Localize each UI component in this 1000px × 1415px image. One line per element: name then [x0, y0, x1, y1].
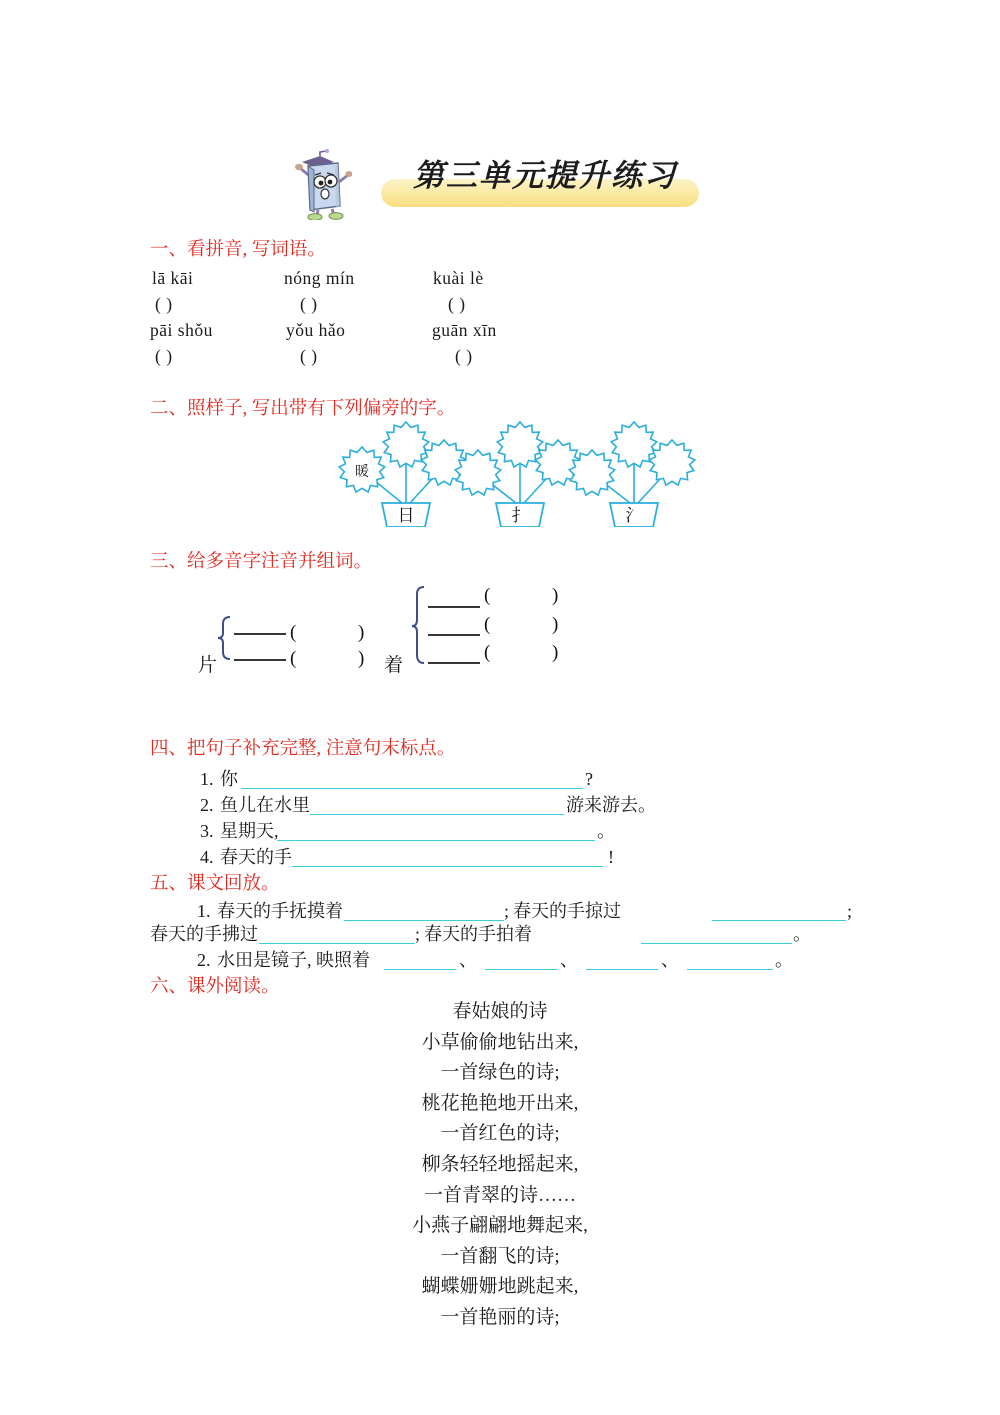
svg-text:扌: 扌	[511, 506, 529, 525]
sentence-4-number: 4.	[200, 847, 214, 867]
sentence-1-after: ?	[585, 769, 593, 789]
svg-text:着: 着	[384, 655, 404, 676]
sentence-4-before: 春天的手	[220, 847, 292, 867]
recall-1-seg1: 春天的手抚摸着	[217, 901, 343, 921]
polyphone-group-pian	[198, 617, 364, 676]
answer-box-2-1[interactable]: ( )	[155, 346, 173, 366]
svg-text:): )	[358, 648, 365, 669]
answer-box-1-3[interactable]: ( )	[448, 294, 466, 314]
sentence-3-after: 。	[597, 821, 615, 841]
section-1-heading: 一、看拼音, 写词语。	[150, 240, 326, 260]
recall-2-blank2[interactable]	[485, 969, 557, 970]
pinyin-1-1: lā kāi	[152, 268, 194, 288]
svg-text:(: (	[290, 648, 297, 669]
section-5-heading: 五、课文回放。	[150, 874, 280, 894]
sentence-3-number: 3.	[200, 821, 214, 841]
recall-2-sep3: 、	[661, 950, 679, 970]
svg-text:氵: 氵	[625, 506, 643, 525]
recall-1-end: 。	[793, 924, 811, 944]
svg-text:(: (	[484, 585, 491, 606]
svg-text:): )	[552, 585, 559, 606]
flower-pot-3	[569, 422, 695, 527]
poem-line: 一首红色的诗;	[440, 1123, 560, 1145]
sentence-2-before: 鱼儿在水里	[220, 795, 310, 815]
recall-1-blank3[interactable]	[259, 943, 415, 944]
answer-box-2-2[interactable]: ( )	[300, 346, 318, 366]
poem-line: 小燕子翩翩地舞起来,	[412, 1215, 588, 1237]
sentence-1-before: 你	[220, 769, 238, 789]
recall-1-sep3: ;	[415, 924, 421, 944]
polyphone-brace-diagram	[190, 575, 610, 690]
svg-text:暖: 暖	[355, 465, 369, 480]
reading-poem	[300, 997, 700, 1334]
recall-1-seg3: 春天的手拂过	[150, 924, 258, 944]
answer-box-1-2[interactable]: ( )	[300, 294, 318, 314]
recall-2-sep1: 、	[459, 950, 477, 970]
poem-line: 一首绿色的诗;	[440, 1062, 560, 1084]
sentence-4-after: !	[608, 847, 614, 867]
recall-2-blank4[interactable]	[687, 969, 773, 970]
poem-line: 一首艳丽的诗;	[440, 1306, 560, 1328]
recall-1-number: 1.	[197, 901, 211, 921]
recall-1-seg2: 春天的手掠过	[513, 901, 621, 921]
sentence-1-blank[interactable]	[241, 788, 583, 789]
recall-2-lead: 水田是镜子, 映照着	[217, 950, 370, 970]
poem-line: 一首青翠的诗……	[423, 1184, 576, 1206]
answer-box-1-1[interactable]: ( )	[155, 294, 173, 314]
page-title-block	[285, 143, 745, 223]
svg-text:(: (	[290, 622, 297, 643]
recall-2-blank3[interactable]	[586, 969, 658, 970]
recall-2-sep2: 、	[560, 950, 578, 970]
poem-title: 春姑娘的诗	[452, 1001, 548, 1022]
pinyin-1-2: nóng mín	[284, 268, 355, 288]
sentence-3-blank[interactable]	[277, 840, 595, 841]
pinyin-2-1: pāi shǒu	[150, 320, 213, 340]
svg-text:): )	[552, 642, 559, 663]
page-title: 第三单元提升练习	[413, 158, 677, 193]
flower-pot-2	[455, 422, 581, 527]
pinyin-1-3: kuài lè	[433, 268, 484, 288]
recall-2-end: 。	[775, 950, 793, 970]
svg-text:(: (	[484, 614, 491, 635]
sentence-2-after: 游来游去。	[566, 795, 656, 815]
sentence-1-number: 1.	[200, 769, 214, 789]
poem-line: 一首翻飞的诗;	[440, 1245, 560, 1267]
recall-1-sep2: ;	[847, 901, 853, 921]
svg-text:): )	[358, 622, 365, 643]
flower-pot-1	[339, 422, 467, 527]
section-6-heading: 六、课外阅读。	[150, 977, 280, 997]
section-4-heading: 四、把句子补充完整, 注意句末标点。	[150, 739, 456, 759]
poem-line: 柳条轻轻地摇起来,	[421, 1153, 579, 1175]
recall-1-blank2[interactable]	[712, 920, 846, 921]
pinyin-2-3: guān xīn	[432, 320, 497, 340]
section-2-heading: 二、照样子, 写出带有下列偏旁的字。	[150, 399, 456, 419]
sentence-4-blank[interactable]	[292, 866, 603, 867]
poem-line: 小草偷偷地钻出来,	[421, 1031, 579, 1053]
recall-2-blank1[interactable]	[384, 969, 456, 970]
sentence-2-number: 2.	[200, 795, 214, 815]
recall-1-blank4[interactable]	[641, 943, 792, 944]
poem-line: 桃花艳艳地开出来,	[421, 1092, 579, 1114]
svg-text:日: 日	[397, 506, 415, 525]
sentence-3-before: 星期天,	[220, 821, 279, 841]
recall-2-number: 2.	[197, 950, 211, 970]
answer-box-2-3[interactable]: ( )	[455, 346, 473, 366]
poem-line: 蝴蝶姗姗地跳起来,	[421, 1276, 579, 1298]
svg-text:片: 片	[198, 655, 218, 676]
pinyin-2-2: yǒu hǎo	[286, 320, 346, 340]
svg-text:(: (	[484, 642, 491, 663]
recall-1-sep1: ;	[504, 901, 510, 921]
svg-text:): )	[552, 614, 559, 635]
polyphone-group-zhe	[384, 585, 558, 676]
section-3-heading: 三、给多音字注音并组词。	[150, 552, 373, 572]
radical-flower-diagram	[330, 415, 750, 525]
sentence-2-blank[interactable]	[310, 814, 564, 815]
book-mascot-icon	[290, 148, 352, 220]
recall-1-seg4: 春天的手拍着	[424, 924, 532, 944]
